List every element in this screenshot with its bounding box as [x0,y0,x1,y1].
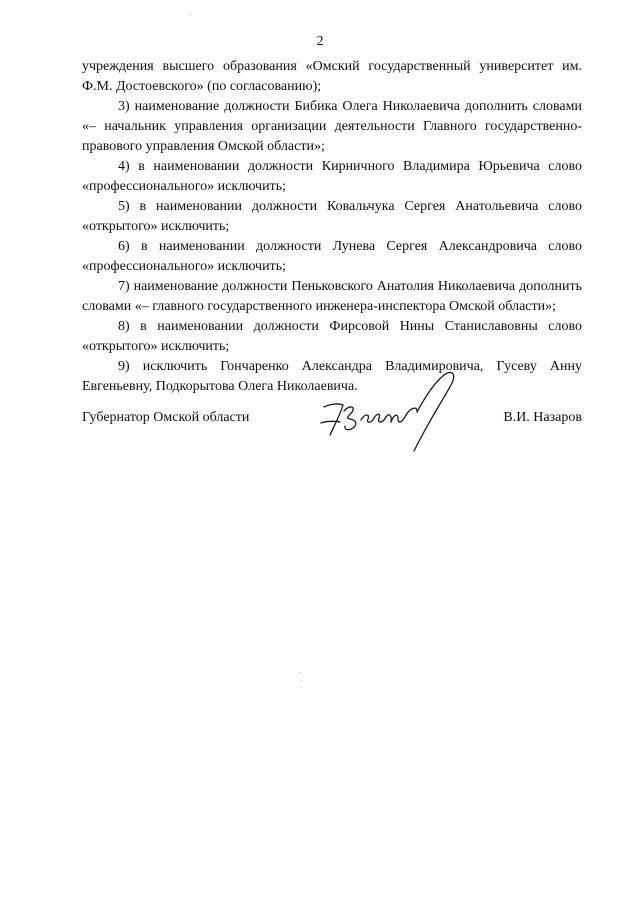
paragraph-item-4: 4) в наименовании должности Кирничного Владимира Юрьевича слово «профессионального» исключить; [82,159,582,194]
paragraph-item-8: 8) в наименовании должности Фирсовой Нины Станиславовны слово «открытого» исключить; [82,319,582,354]
page-number: 2 [316,34,324,49]
signatory-name: В.И. Назаров [503,410,582,425]
paragraph-continuation: учреждения высшего образования «Омский государственный университет им. Ф.М. Достоевского» (по согласованию); [82,59,582,94]
scan-speck [299,672,300,673]
paragraph-item-9: 9) исключить Гончаренко Александра Владимировича, Гусеву Анну Евгеньевну, Подкорытова Олега Николаевича. [82,359,582,394]
signature-block [82,401,582,451]
paragraph-item-5: 5) в наименовании должности Ковальчука Сергея Анатольевича слово «открытого» исключить; [82,199,582,234]
scan-speck [301,680,302,681]
paragraph-item-7: 7) наименование должности Пеньковского Анатолия Николаевича дополнить словами «– главного государственного инженера-инспектора Омской области»; [82,279,582,314]
signature-icon [312,363,462,453]
paragraph-item-6: 6) в наименовании должности Лунева Сергея Александровича слово «профессионального» исключить; [82,239,582,274]
scan-speck [190,14,191,15]
document-body [82,57,582,397]
signatory-title: Губернатор Омской области [82,410,250,425]
paragraph-item-3: 3) наименование должности Бибика Олега Николаевича дополнить словами «– начальник управления организации деятельности Главного государственно-правового управления Омской области»; [82,99,582,154]
